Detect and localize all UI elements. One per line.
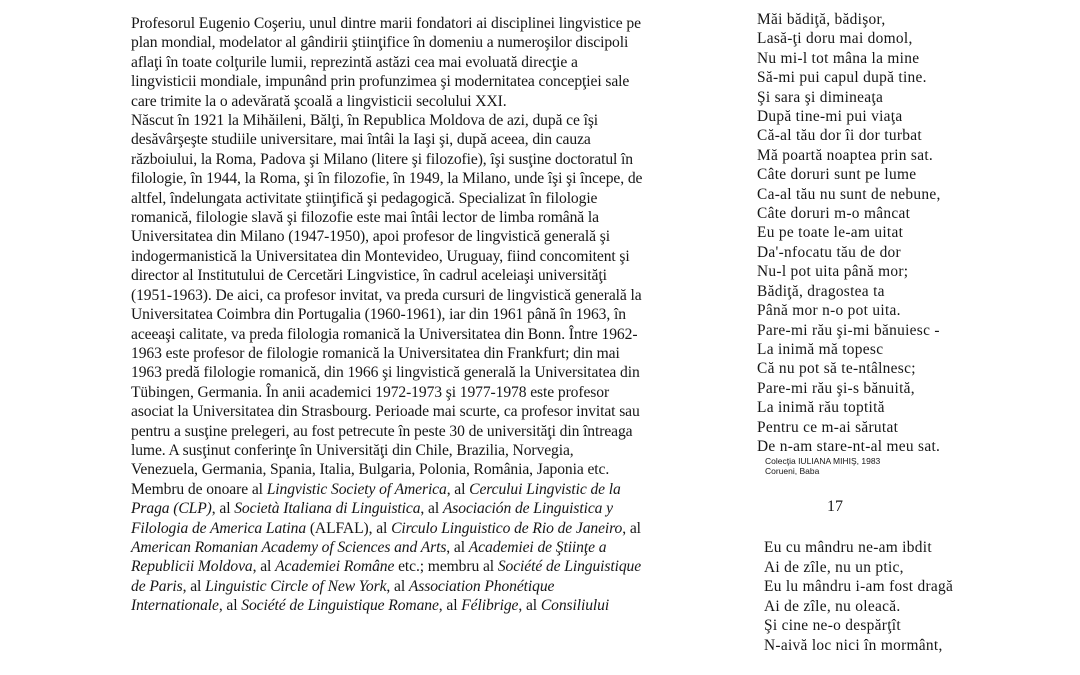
article-segment: Membru de onoare al [131, 480, 267, 498]
article-line [131, 150, 741, 169]
article-segment: , al [622, 519, 641, 537]
article-line [131, 519, 741, 538]
article-segment: pentru a susţine prelegeri, au fost petrecute în peste 30 de universităţi din întreaga [131, 422, 633, 440]
article-segment: aceeaşi calitate, va preda filologia romanică la Universitatea din Bonn. Între 1962- [131, 325, 638, 343]
poem-two-line: Eu lu mândru i-am fost dragă [764, 578, 954, 596]
article-segment: , al [446, 480, 470, 498]
article-line [131, 402, 741, 421]
article-italic-segment: Republicii Moldova [131, 558, 253, 576]
poem-one-line: De n-am stare-nt-al meu sat. [757, 437, 941, 455]
poem-one-line: La inimă rău toptită [757, 399, 885, 417]
article-segment: Născut în 1921 la Mihăileni, Bălţi, în Republica Moldova de azi, după ce îşi [131, 112, 599, 130]
article-segment: desăvârşeşte studiile universitare, mai întâi la Iaşi şi, după aceea, din cauza [131, 131, 591, 149]
poem-one-line: Nu mi-l tot mâna la mine [757, 49, 920, 67]
poem-one-line: Lasă-ţi doru mai domol, [757, 30, 913, 48]
article-line [131, 577, 741, 596]
article-segment: lume. A susţinut conferinţe în Universităţi din Chile, Brazilia, Norvegia, [131, 441, 574, 459]
poem-credit: Colecţia IULIANA MIHIŞ, 1983 [765, 456, 881, 467]
article-segment: Profesorul Eugenio Coşeriu, unul dintre marii fondatori ai disciplinei lingvistice pe [131, 15, 641, 32]
article-line [131, 247, 741, 266]
article-segment: indogermanistică la Universitatea din Montevideo, Uruguay, fiind concomitent şi [131, 247, 630, 265]
poem-one-line: La inimă mă topesc [757, 340, 884, 358]
article-segment: Tübingen, Germania. În anii academici 1972-1973 şi 1977-1978 este profesor [131, 383, 610, 401]
article-line [131, 266, 741, 285]
article-line [131, 169, 741, 188]
poem-one-line: Pare-mi rău şi-mi bănuiesc - [757, 321, 940, 339]
article-segment: aflaţi în toate colţurile lumii, reprezintă astăzi cea mai evoluată direcţie a [131, 53, 578, 71]
article-italic-segment: Filologia de America Latina [131, 519, 307, 537]
article-italic-segment: Academiei Române [275, 558, 395, 576]
poem-one-line: Câte doruri sunt pe lume [757, 166, 917, 184]
poem-one-line: Şi sara şi dimineaţa [757, 88, 884, 106]
article-segment: (1951-1963). De aici, ca profesor invitat, va preda cursuri de lingvistică generală la [131, 286, 642, 304]
article-segment: etc.; membru al [394, 558, 498, 576]
poem-one-line: Ca-al tău nu sunt de nebune, [757, 185, 941, 203]
poem-one-line: Pare-mi rău şi-s bănuită, [757, 379, 915, 397]
article-segment: , al [211, 500, 235, 518]
article-line [131, 227, 741, 246]
poem-two-line: Şi cine ne-o despărţît [764, 617, 901, 635]
poem-one-line: Mă poartă noaptea prin sat. [757, 146, 934, 164]
article-italic-segment: Société de Linguistique Romane [241, 597, 439, 615]
poem-two-line: N-aivă loc nici în mormânt, [764, 636, 943, 654]
article-italic-segment: Academiei de Ştiinţe a [468, 538, 607, 556]
article-segment: , al [386, 577, 409, 595]
article-segment: filologie, în 1944, la Roma, şi în filozofie, în 1949, la Milano, unde îşi şi începe, de [131, 170, 643, 188]
poem-credit: Corueni, Baba [765, 466, 820, 477]
poem-one-line: Da'-nfocatu tău de dor [757, 243, 901, 261]
article-segment: asociat la Universitatea din Strasbourg. Perioade mai scurte, ca profesor invitat sau [131, 403, 640, 421]
article-segment: Venezuela, Germania, Spania, Italia, Bulgaria, Polonia, România, Japonia etc. [131, 461, 610, 479]
article-italic-segment: Praga (CLP) [131, 500, 212, 518]
article-line [131, 130, 741, 149]
poem-one-line: Măi bădiţă, bădişor, [757, 11, 886, 28]
article-line [131, 33, 741, 52]
article-line [131, 14, 741, 33]
poem-number: 17 [827, 498, 843, 515]
poem-one-line: Pentru ce m-ai sărutat [757, 418, 899, 436]
poem-one-line: Câte doruri m-o mâncat [757, 205, 911, 223]
poem-one-line: Eu pe toate le-am uitat [757, 224, 904, 242]
article-segment: , al [252, 558, 276, 576]
article-line [131, 538, 741, 557]
poem-two-line: Ai de zîle, nu oleacă. [764, 597, 901, 615]
article-italic-segment: Asociación de Linguistica y [442, 500, 613, 518]
article-segment: , al [218, 597, 242, 615]
article-segment: plan mondial, modelator al gândirii ştiinţifice în domeniu a numeroşilor discipoli [131, 34, 629, 52]
poem-one-line: Până mor n-o pot uita. [757, 302, 901, 320]
article-segment: (ALFAL), al [306, 519, 392, 537]
article-italic-segment: Association Phonétique [408, 577, 555, 595]
article-line [131, 422, 741, 441]
article-italic-segment: Linguistic Circle of New York [205, 577, 387, 595]
article-line [131, 441, 741, 460]
article-segment: , al [438, 597, 462, 615]
poem-one-line: Să-mi pui capul după tine. [757, 69, 927, 87]
article-segment: , al [182, 577, 206, 595]
poem-two-line: Ai de zîle, nu un ptic, [764, 558, 904, 576]
article-line [131, 305, 741, 324]
article-line [131, 92, 741, 111]
article-segment: Universitatea Coimbra din Portugalia (1960-1961), iar din 1961 până în 1963, în [131, 306, 626, 324]
article-italic-segment: de Paris [131, 577, 183, 595]
poem-one-line: Nu-l pot uita până mor; [757, 263, 909, 281]
article-segment: , al [518, 597, 541, 615]
article-line [131, 344, 741, 363]
article-line [131, 286, 741, 305]
article-line [131, 111, 741, 130]
article-line [131, 557, 741, 576]
article-segment: director al Institutului de Cercetări Lingvistice, în cadrul aceleiaşi universităţi [131, 267, 607, 285]
article-segment: romanică, filologie slavă şi filozofie este mai întâi lector de limba română la [131, 209, 599, 227]
poem-two-line: Eu cu mândru ne-am ibdit [764, 539, 932, 556]
article-segment: , al [446, 538, 469, 556]
poem-one-line: Că nu pot să te-ntâlnesc; [757, 360, 916, 378]
poem-one [757, 10, 1057, 476]
article-italic-segment: Félibrige [461, 597, 519, 615]
article-italic-segment: Società Italiana di Linguistica [234, 500, 421, 518]
article-italic-segment: Société de Linguistique [497, 558, 642, 576]
article-line [131, 53, 741, 72]
article-line [131, 208, 741, 227]
article-segment: lingvisticii mondiale, impunând prin profunzimea şi modernitatea concepţiei sale [131, 73, 630, 91]
article-segment: 1963 este profesor de filologie romanică la Universitatea din Frankfurt; din mai [131, 344, 620, 362]
article-segment: altfel, îndelungata activitate ştiinţifică şi pedagogică. Specializat în filologie [131, 189, 598, 207]
poem-two [764, 538, 1064, 656]
article-italic-segment: American Romanian Academy of Sciences and Arts [131, 538, 447, 556]
article-segment: războiului, la Roma, Padova şi Milano (litere şi filozofie), îşi susţine doctoratul în [131, 150, 633, 168]
article-segment: , al [420, 500, 443, 518]
article-segment: Universitatea din Milano (1947-1950), apoi profesor de lingvistică generală şi [131, 228, 610, 246]
poem-one-line: După tine-mi pui viaţa [757, 108, 903, 126]
article-line [131, 460, 741, 479]
article-line [131, 383, 741, 402]
article-line [131, 72, 741, 91]
article-line [131, 499, 741, 518]
article-italic-segment: Cercului Lingvistic de la [469, 480, 621, 498]
article-italic-segment: Circulo Linguistico de Rio de Janeiro [391, 519, 623, 537]
article-line [131, 325, 741, 344]
article-line [131, 189, 741, 208]
article-italic-segment: Lingvistic Society of America [266, 480, 447, 498]
article-italic-segment: Consiliului [540, 597, 610, 615]
article-italic-segment: Internationale [131, 597, 219, 615]
article-text [131, 14, 741, 616]
article-segment: 1963 predă filologie romanică, din 1966 şi lingvistică generală la Universitatea din [131, 364, 640, 382]
article-line [131, 480, 741, 499]
article-line [131, 596, 741, 615]
poem-one-line: Bădiţă, dragostea ta [757, 282, 885, 300]
article-segment: care trimite la o adevărată şcoală a lingvisticii secolului XXI. [131, 92, 507, 110]
poem-one-line: Că-al tău dor îi dor turbat [757, 127, 922, 145]
article-line [131, 363, 741, 382]
